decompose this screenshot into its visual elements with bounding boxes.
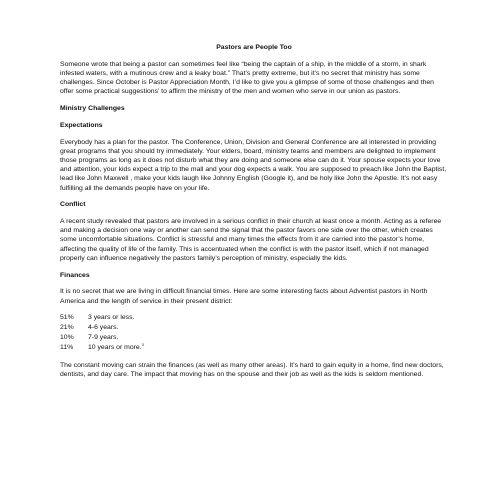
conflict-paragraph: A recent study revealed that pastors are involved in a serious conflict in their church at least once a month. Acting as a referee and making a decision one way or another can send the signal that the pastor favors one side over the other, which creates some uncomfortable situations. Conflict is stressful and many times the effects from it are carried into the pastor’s home, affecting the quality of life of the family. This is accentuated when the conflict is with the pastor itself, which if not managed properly can influence negatively the pastors family’s perception of ministry, especially the kids. xyxy=(60,218,442,262)
stat-row xyxy=(60,333,448,343)
stat-label: 3 years or less. xyxy=(88,314,135,322)
stat-label: 7-9 years. xyxy=(88,334,119,342)
expectations-heading: Expectations xyxy=(60,122,103,130)
intro-paragraph: Someone wrote that being a pastor can sometimes feel like “being the captain of a ship, in the middle of a storm, in shark infested waters, with a mutinous crew and a leaky boat.” That’s pretty extreme, but it’s no secret that ministry has some challenges. Since October is Pastor Appreciation Month, I’d like to give you a glimpse of some of those challenges and then offer some practical suggestions’ to affirm the ministry of the men and women who serve in our union as pastors. xyxy=(60,61,434,96)
finances-heading: Finances xyxy=(60,271,90,279)
section-heading: Ministry Challenges xyxy=(60,105,125,113)
finances-paragraph: It is no secret that we are living in difficult financial times. Here are some interesting facts about Adventist pastors in North America and the length of service in their present district: xyxy=(60,288,428,305)
stat-percent: 21% xyxy=(60,324,74,332)
stat-percent: 51% xyxy=(60,314,74,322)
document-title: Pastors are People Too xyxy=(216,44,292,51)
document-body xyxy=(60,43,448,387)
stat-percent: 10% xyxy=(60,334,74,342)
tenure-stats-list xyxy=(60,313,448,353)
stat-label: 10 years or more. xyxy=(88,344,142,352)
stat-row xyxy=(60,323,448,333)
expectations-paragraph: Everybody has a plan for the pastor. The Conference, Union, Division and General Conference are all interested in providing great programs that you should try immediately. Your elders, board, ministry teams and members are delighted to implement those programs as long as it does not disturb what they are doing and someone else can do it. Your spouse expects your love and attention, your kids expect a trip to the mall and your dog expects a walk. You are supposed to preach like John the Baptist, lead like John Maxwell , make your kids laugh like Johnny English (Google it), and be holy like John the Apostle. It’s not easy fulfilling all the demands people have on your life. xyxy=(60,139,447,192)
conflict-heading: Conflict xyxy=(60,201,86,209)
stat-percent: 11% xyxy=(60,344,74,352)
footnote-marker: 3 xyxy=(141,342,144,348)
finances-closing-paragraph: The constant moving can strain the finances (as well as many other areas). It’s hard to gain equity in a home, find new doctors, dentists, and day care. The impact that moving has on the spouse and their job as well as the kids is seldom mentioned. xyxy=(60,361,444,378)
stat-row xyxy=(60,343,448,353)
stat-label-with-footnote xyxy=(88,343,144,353)
stat-row xyxy=(60,313,448,323)
stat-label: 4-6 years. xyxy=(88,324,119,332)
